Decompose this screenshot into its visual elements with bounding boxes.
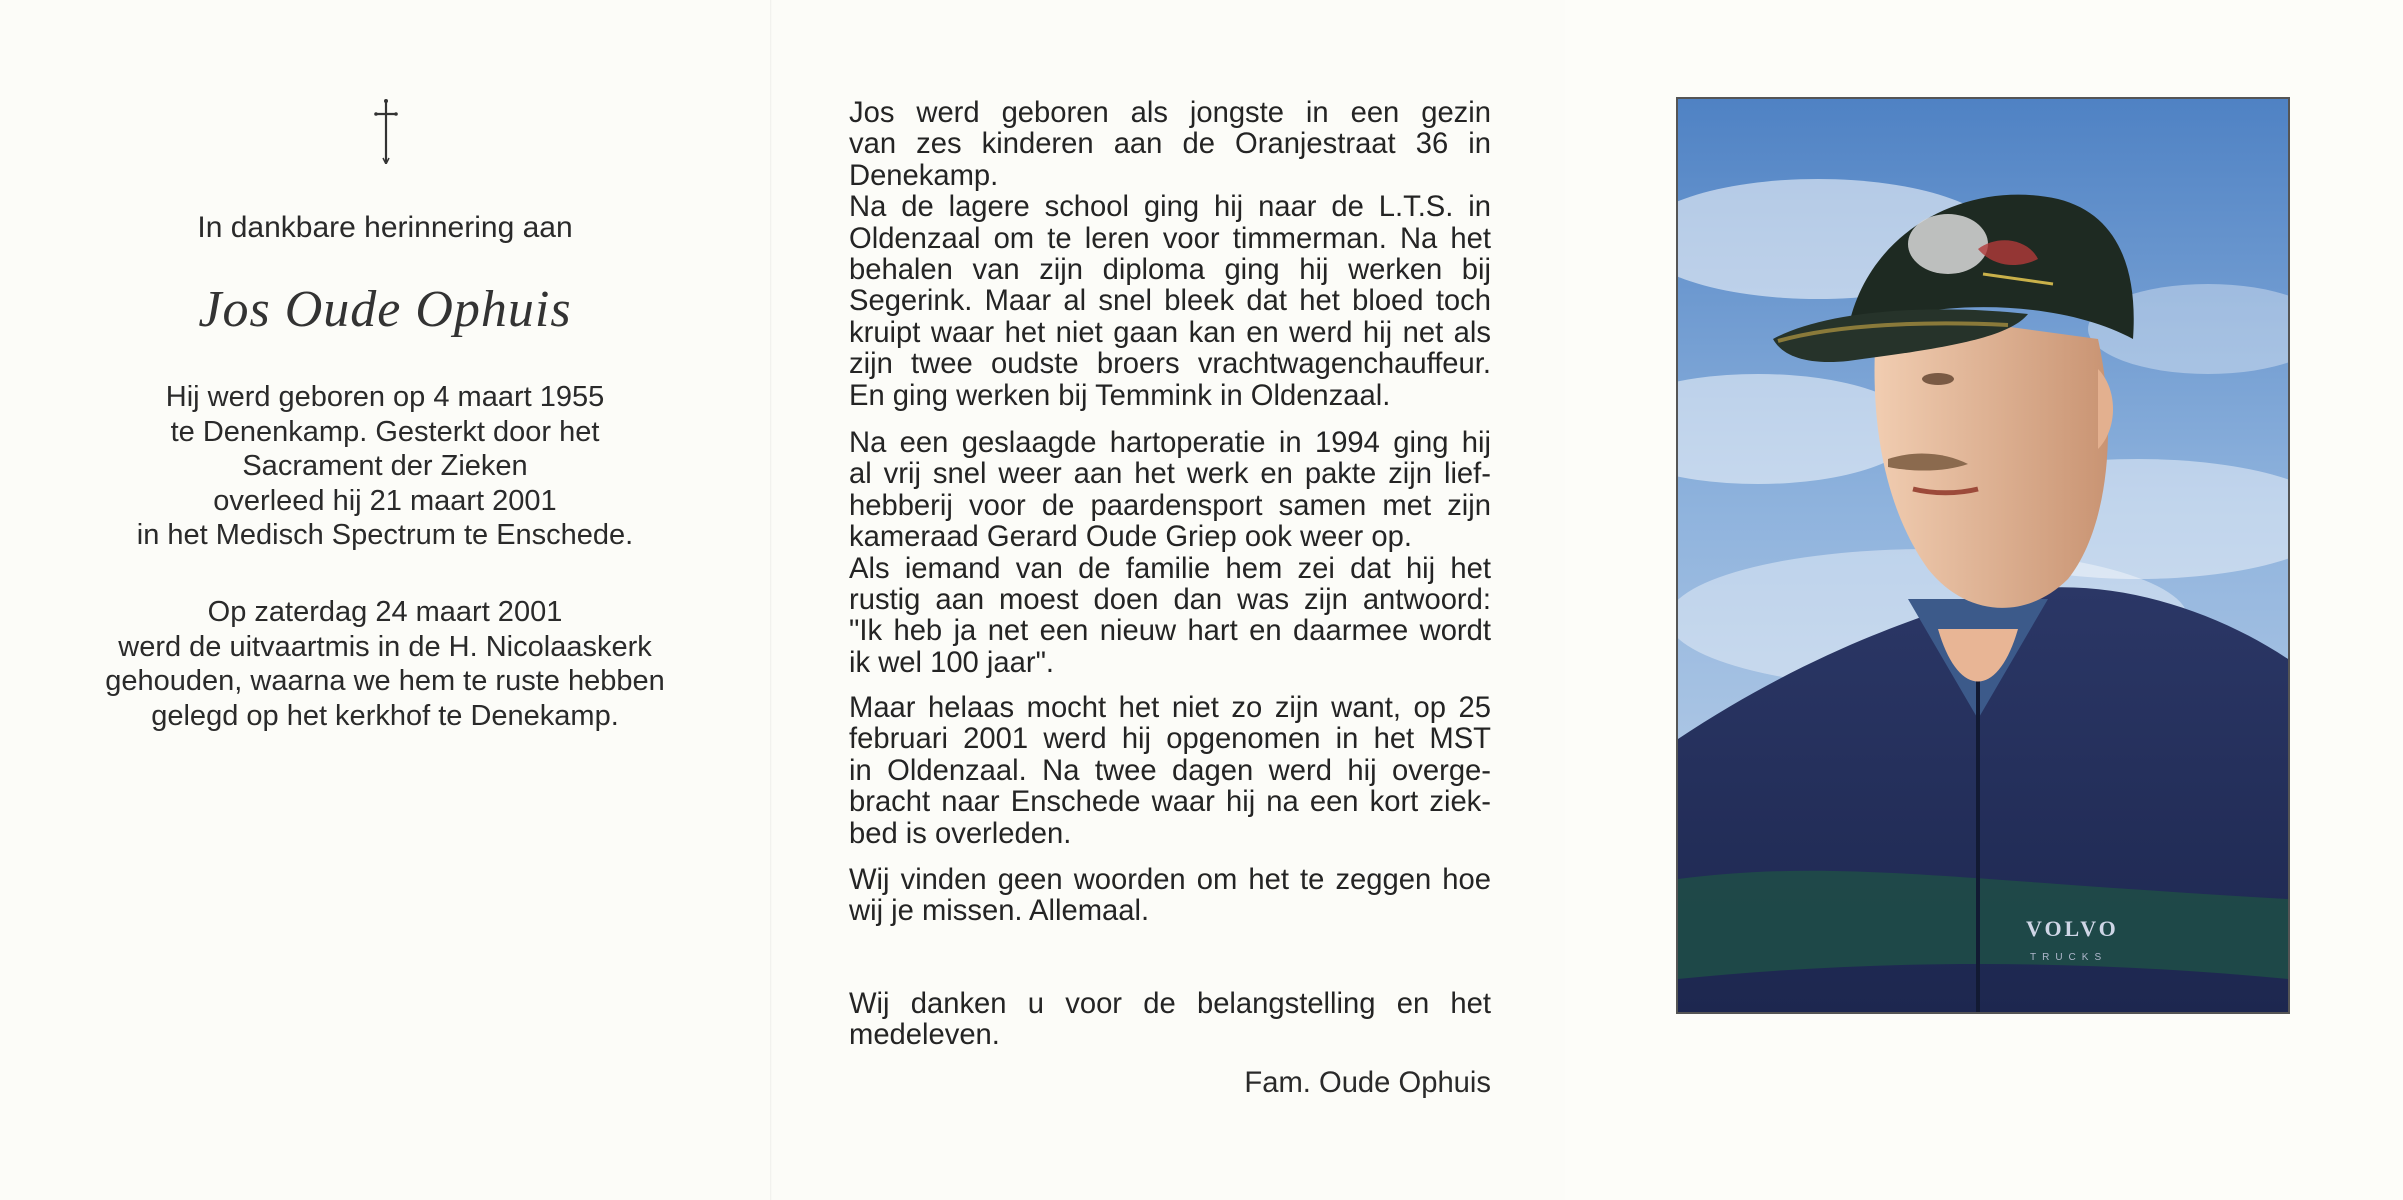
birth-line: te Denenkamp. Gesterkt door het (170, 415, 600, 448)
text-line: wij je missen. Allemaal. (849, 895, 1150, 928)
biography-paragraph (849, 428, 1491, 679)
biography-paragraph (849, 693, 1491, 850)
text-line: ik wel 100 jaar". (849, 646, 1055, 679)
birth-death-block (0, 380, 770, 553)
biography-paragraph (849, 865, 1491, 928)
funeral-block (0, 595, 770, 733)
text-line: in Oldenzaal. Na twee dagen werd hij overge- (849, 754, 1491, 787)
biography-paragraph (849, 98, 1491, 412)
intro-text: In dankbare herinnering aan (197, 211, 573, 244)
text-line: behalen van zijn diploma ging hij werken bij (849, 254, 1491, 287)
text-line: En ging werken bij Temmink in Oldenzaal. (849, 379, 1391, 412)
portrait-photo (1676, 97, 2290, 1014)
funeral-line: Op zaterdag 24 maart 2001 (207, 596, 563, 628)
birth-line: in het Medisch Spectrum te Enschede. (136, 519, 634, 551)
text-line: "Ik heb ja net een nieuw hart en daarmee wordt (849, 615, 1491, 648)
birth-line: Sacrament der Zieken (242, 450, 528, 482)
text-line: Wij vinden geen woorden om het te zeggen hoe (849, 864, 1491, 896)
birth-line: Hij werd geboren op 4 maart 1955 (165, 381, 605, 413)
text-line: medeleven. (849, 1019, 1000, 1052)
text-line: van zes kinderen aan de Oranjestraat 36 in (849, 128, 1491, 161)
portrait-illustration (1678, 99, 2288, 1012)
text-line: Na een geslaagde hartoperatie in 1994 ging hij (849, 427, 1491, 459)
funeral-line: gehouden, waarna we hem te ruste hebben (105, 665, 665, 697)
left-panel (0, 0, 770, 1200)
text-line: rustig aan moest doen dan was zijn antwoord: (849, 584, 1491, 617)
volvo-logo-text: VOLVO (2026, 916, 2119, 941)
text-line: Als iemand van de familie hem zei dat hij het (849, 552, 1491, 585)
text-line: Segerink. Maar al snel bleek dat het bloed toch (849, 285, 1491, 318)
trucks-logo-text: TRUCKS (2030, 952, 2108, 963)
text-line: Maar helaas mocht het niet zo zijn want, op 25 (849, 692, 1491, 724)
text-line: kruipt waar het niet gaan kan en werd hij net als (849, 316, 1491, 349)
funeral-line: werd de uitvaartmis in de H. Nicolaaskerk (118, 630, 652, 663)
text-line: kameraad Gerard Oude Griep ook weer op. (849, 521, 1412, 554)
text-line: al vrij snel weer aan het werk en pakte zijn lief- (849, 458, 1491, 491)
deceased-name: Jos Oude Ophuis (198, 281, 572, 338)
text-line: Oldenzaal om te leren voor timmerman. Na het (849, 222, 1491, 255)
family-signature: Fam. Oude Ophuis (1244, 1067, 1491, 1099)
text-line: hebberij voor de paardensport samen met zijn (849, 489, 1491, 522)
text-line: Na de lagere school ging hij naar de L.T.S. in (849, 191, 1491, 224)
text-line: Jos werd geboren als jongste in een gezin (849, 97, 1491, 129)
text-line: zijn twee oudste broers vrachtwagenchauffeur. (849, 348, 1491, 381)
text-line: bed is overleden. (849, 817, 1072, 850)
funeral-line: gelegd op het kerkhof te Denekamp. (151, 699, 619, 732)
cross-icon (366, 98, 406, 164)
thanks-paragraph (849, 989, 1491, 1052)
text-line: Denekamp. (849, 159, 999, 192)
text-line: bracht naar Enschede waar hij na een kort ziek- (849, 786, 1491, 819)
birth-line: overleed hij 21 maart 2001 (213, 484, 557, 517)
text-line: februari 2001 werd hij opgenomen in het MST (849, 723, 1491, 756)
text-line: Wij danken u voor de belangstelling en het (849, 988, 1491, 1020)
